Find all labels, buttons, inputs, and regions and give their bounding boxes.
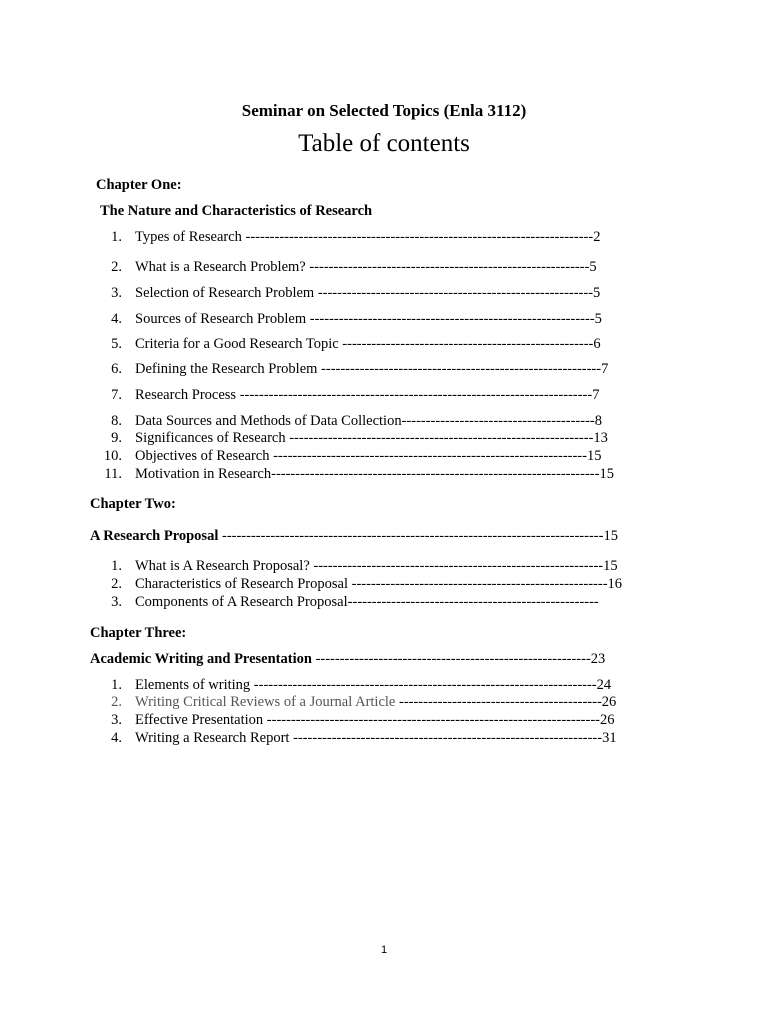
course-title: Seminar on Selected Topics (Enla 3112) [241, 101, 527, 120]
page-number: 1 [380, 944, 388, 956]
chapter-two-title: A Research Proposal -------------------------------------------------------------------------------15 [90, 528, 618, 544]
chapter-one-label: Chapter One: [96, 177, 182, 193]
chapter-three-title: Academic Writing and Presentation ---------------------------------------------------------23 [90, 651, 606, 667]
chapter-two-label: Chapter Two: [90, 496, 176, 512]
chapter-one-title: The Nature and Characteristics of Research [100, 203, 373, 219]
chapter-three-label: Chapter Three: [90, 625, 187, 641]
toc-title: Table of contents [298, 130, 470, 157]
